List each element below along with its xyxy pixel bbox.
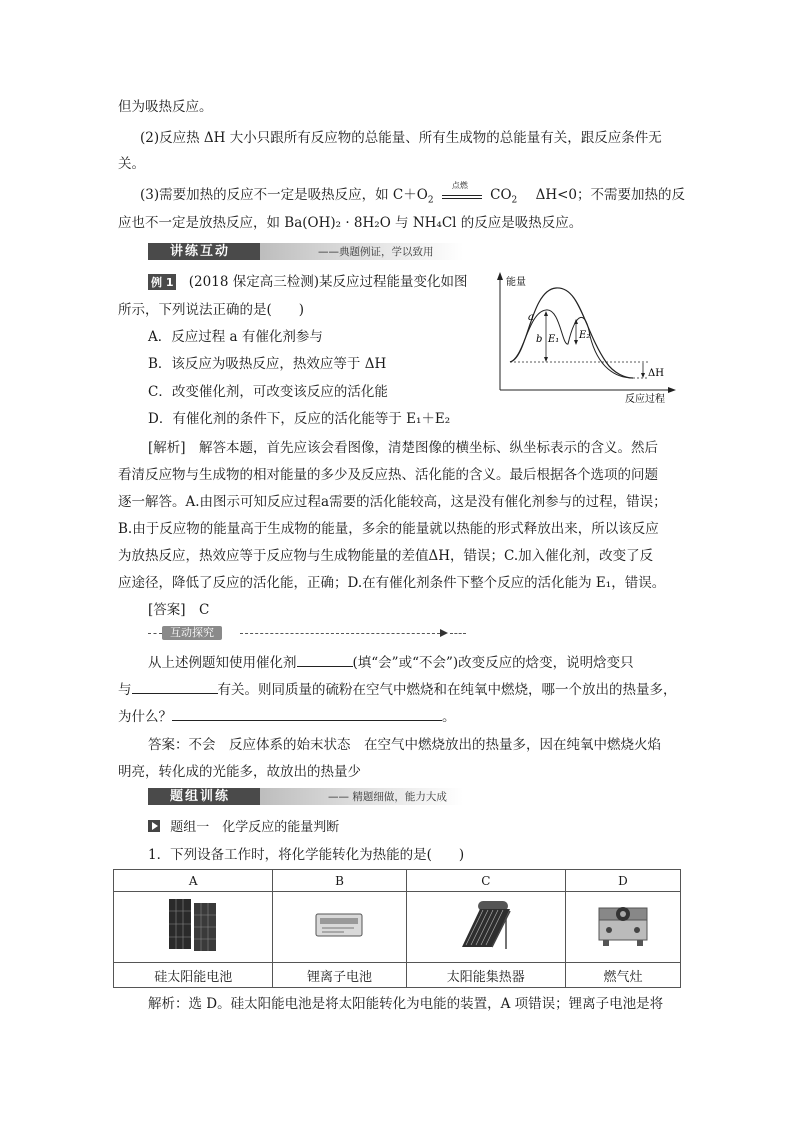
divider-line	[240, 633, 440, 634]
label-e1: E₁	[548, 334, 560, 345]
explore-answer: 答案：不会 反应体系的始末状态 在空气中燃烧放出的热量多，因在纯氧中燃烧火焰	[148, 737, 661, 753]
explore-divider	[148, 626, 466, 640]
example-line: 所示，下列说法正确的是( )	[118, 302, 305, 318]
device-label: 锂离子电池	[273, 963, 406, 988]
example-line: 某反应过程能量变化如图	[318, 274, 468, 290]
equals-sign	[442, 195, 482, 199]
subscript: 2	[427, 195, 434, 206]
option-b: B．该反应为吸热反应，热效应等于 ΔH	[148, 356, 387, 372]
analysis-line: 看清反应物与生成物的相对能量的多少及反应热、活化能的含义。最后根据各个选项的问题	[118, 467, 658, 483]
analysis-line: 逐一解答。A.由图示可知反应过程a需要的活化能较高，这是没有催化剂参与的过程，错误；	[118, 494, 667, 510]
explore-line	[148, 651, 634, 671]
text-fragment: 有关。则同质量的硫粉在空气中燃烧和在纯氧中燃烧，哪一个放出的热量多，	[217, 682, 677, 698]
text-fragment: ΔH<0；不需要加热的反	[535, 187, 686, 203]
label-b: b	[536, 334, 543, 345]
device-label: 燃气灶	[565, 963, 680, 988]
label-a: a	[528, 312, 534, 323]
label-e2: E₂	[579, 330, 591, 341]
blank-1[interactable]	[297, 652, 353, 667]
subscript: 2	[511, 195, 518, 206]
text-fragment: (填“会”或“不会”)改变反应的焓变，说明焓变只	[352, 655, 634, 671]
banner-title: 讲练互动	[148, 243, 260, 260]
section-banner	[148, 788, 463, 805]
solar-panel-icon	[167, 897, 219, 953]
text-fragment: CO	[490, 187, 512, 203]
column-header: D	[565, 870, 680, 892]
text-line: 应也不一定是放热反应，如 Ba(OH)₂ · 8H₂O 与 NH₄Cl 的反应是吸热反应。	[118, 215, 583, 231]
option-d: D．有催化剂的条件下，反应的活化能等于 E₁＋E₂	[148, 411, 451, 427]
text-line: 但为吸热反应。	[118, 99, 213, 115]
example-tag: 例 1	[148, 274, 176, 290]
explore-answer: 明亮，转化成的光能多，故放出的热量少	[118, 764, 361, 780]
divider-line	[450, 633, 466, 634]
group-title: 题组一 化学反应的能量判断	[170, 820, 340, 835]
group-heading	[148, 816, 339, 835]
device-label: 硅太阳能电池	[114, 963, 273, 988]
y-axis-arrow	[497, 272, 503, 280]
battery-icon	[314, 910, 364, 940]
column-header: B	[273, 870, 406, 892]
explore-line	[118, 705, 456, 725]
banner-subtitle: —— 精题细做，能力大成	[328, 791, 447, 803]
question-stem: 1．下列设备工作时，将化学能转化为热能的是( )	[148, 847, 465, 863]
section-banner	[148, 243, 463, 260]
play-icon	[148, 820, 160, 832]
option-a: A．反应过程 a 有催化剂参与	[148, 329, 323, 345]
text-fragment: 为什么？	[118, 709, 172, 725]
blank-2[interactable]	[132, 679, 218, 694]
column-header: C	[406, 870, 565, 892]
x-axis-label: 反应过程	[625, 394, 665, 405]
image-cell	[273, 892, 406, 963]
example-source: (2018 保定高三检测)	[188, 274, 319, 290]
options-table	[113, 869, 681, 988]
text-fragment: 。	[442, 709, 456, 725]
banner-title: 题组训练	[148, 788, 260, 805]
text-fragment: (3)需要加热的反应不一定是吸热反应，如 C＋O	[140, 187, 428, 203]
explore-title: 互动探究	[162, 626, 222, 640]
solar-heater-icon	[456, 897, 516, 953]
divider-line	[148, 633, 162, 634]
energy-diagram	[488, 270, 678, 405]
footer-analysis: 解析：选 D。硅太阳能电池是将太阳能转化为电能的装置，A 项错误；锂离子电池是将	[148, 996, 664, 1012]
device-label: 太阳能集热器	[406, 963, 565, 988]
banner-subtitle: ——典题例证，学以致用	[318, 246, 434, 258]
analysis-line: 为放热反应，热效应等于反应物与生成物能量的差值ΔH，错误；C.加入催化剂，改变了反	[118, 548, 654, 564]
text-fragment: 与	[118, 682, 132, 698]
image-cell	[114, 892, 273, 963]
column-header: A	[114, 870, 273, 892]
example-header	[148, 270, 467, 290]
gas-stove-icon	[595, 900, 651, 950]
image-cell	[406, 892, 565, 963]
condition-label: 点燃	[451, 180, 468, 190]
y-axis-label: 能量	[506, 277, 526, 288]
reaction-arrow	[442, 180, 482, 203]
x-axis-arrow	[668, 387, 676, 393]
text-line: 关。	[118, 156, 145, 172]
answer-line: [答案] C	[148, 602, 210, 618]
blank-3[interactable]	[172, 706, 442, 721]
option-c: C．改变催化剂，可改变该反应的活化能	[148, 384, 388, 400]
image-cell	[565, 892, 680, 963]
text-fragment: 从上述例题知使用催化剂	[148, 655, 297, 671]
analysis-line: B.由于反应物的能量高于生成物的能量，多余的能量就以热能的形式释放出来，所以该反应	[118, 521, 659, 537]
text-line: (2)反应热 ΔH 大小只跟所有反应物的总能量、所有生成物的总能量有关，跟反应条件无	[140, 130, 662, 146]
divider-arrow	[440, 629, 448, 637]
analysis-line: [解析] 解答本题，首先应该会看图像，清楚图像的横坐标、纵坐标表示的含义。然后	[148, 440, 659, 456]
analysis-line: 应途径，降低了反应的活化能，正确；D.在有催化剂条件下整个反应的活化能为 E₁，错误。	[118, 575, 666, 591]
label-dh: ΔH	[648, 368, 664, 379]
explore-line	[118, 678, 677, 698]
equation-line	[140, 180, 686, 206]
